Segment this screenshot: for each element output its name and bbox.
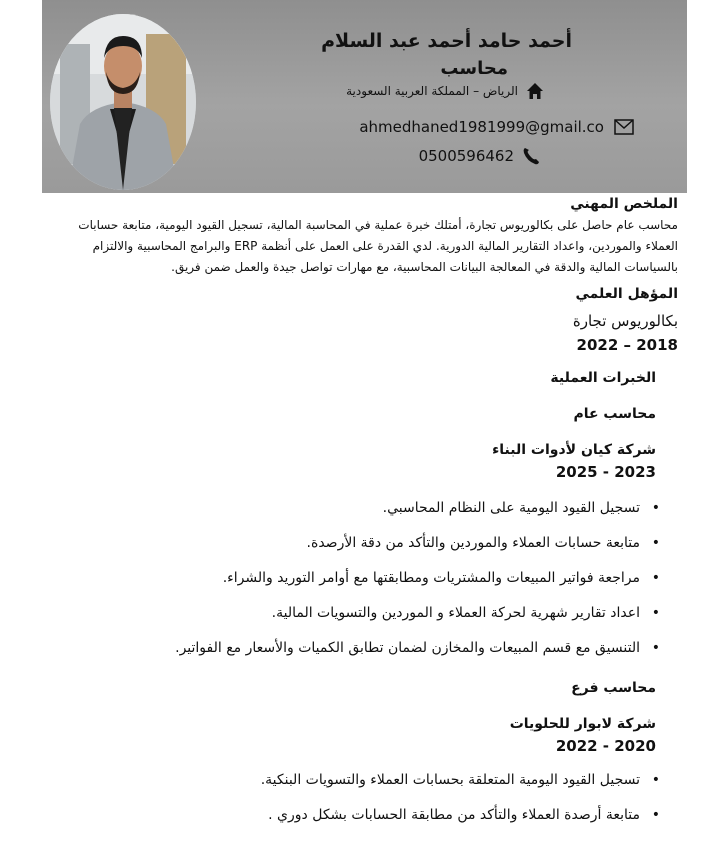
summary-line: محاسب عام حاصل على بكالوريوس تجارة، أمتلك خبرة عملية في المحاسبة المالية، تسجيل القيود اليومية، متابعة حسابات [78,218,678,232]
job-company: شركة لابوار للحلويات [509,716,656,732]
list-item: • متابعة حسابات العملاء والموردين والتأكد من دقة الأرصدة. [175,535,660,551]
list-item: • تسجيل القيود اليومية على النظام المحاسبي. [175,500,660,516]
summary-text [38,215,678,278]
summary-line: العملاء والموردين، واعداد التقارير المالية الدورية. لدي القدرة على العمل على أنظمة ERP والبرامج المحاسبية والالتزام [92,239,678,253]
summary-line: بالسياسات المالية والدقة في المعالجة البيانات المحاسبية، مع مهارات تواصل جيدة والعمل ضمن فريق. [171,260,678,274]
list-item: • تسجيل القيود اليومية المتعلقة بحسابات العملاء والتسويات البنكية. [261,772,660,788]
job-title: محاسب [440,58,508,79]
phone-line [419,146,540,166]
job-duties-list [261,772,660,842]
list-item: • التنسيق مع قسم المبيعات والمخازن لضمان تطابق الكميات والأسعار مع الفواتير. [175,640,660,656]
email-line [359,118,634,136]
job-role: محاسب فرع [571,680,656,696]
envelope-icon [614,119,634,135]
location-line [346,82,544,100]
job-role: محاسب عام [573,406,656,422]
phone-text[interactable]: 0500596462 [418,147,514,165]
person-photo-icon [50,14,196,190]
job-years: 2025 - 2023 [555,463,656,481]
email-text[interactable]: ahmedhaned1981999@gmail.co [359,118,604,136]
job-company: شركة كيان لأدوات البناء [492,442,656,458]
education-years: 2022 – 2018 [576,336,678,354]
job-years: 2022 - 2020 [555,737,656,755]
profile-photo [50,14,196,190]
summary-heading: الملخص المهني [570,196,678,212]
experience-heading: الخبرات العملية [550,370,656,386]
job-duties-list [175,500,660,675]
candidate-name: أحمد حامد أحمد عبد السلام [321,30,572,52]
list-item: • متابعة أرصدة العملاء والتأكد من مطابقة الحسابات بشكل دوري . [261,807,660,823]
list-item: • اعداد تقارير شهرية لحركة العملاء و الموردين والتسويات المالية. [175,605,660,621]
location-text: الرياض – المملكة العربية السعودية [346,84,518,98]
education-heading: المؤهل العلمي [575,286,678,302]
list-item: • مراجعة فواتير المبيعات والمشتريات ومطابقتها مع أوامر التوريد والشراء. [175,570,660,586]
education-degree: بكالوريوس تجارة [572,312,678,330]
phone-icon [522,146,540,166]
home-icon [526,82,544,100]
